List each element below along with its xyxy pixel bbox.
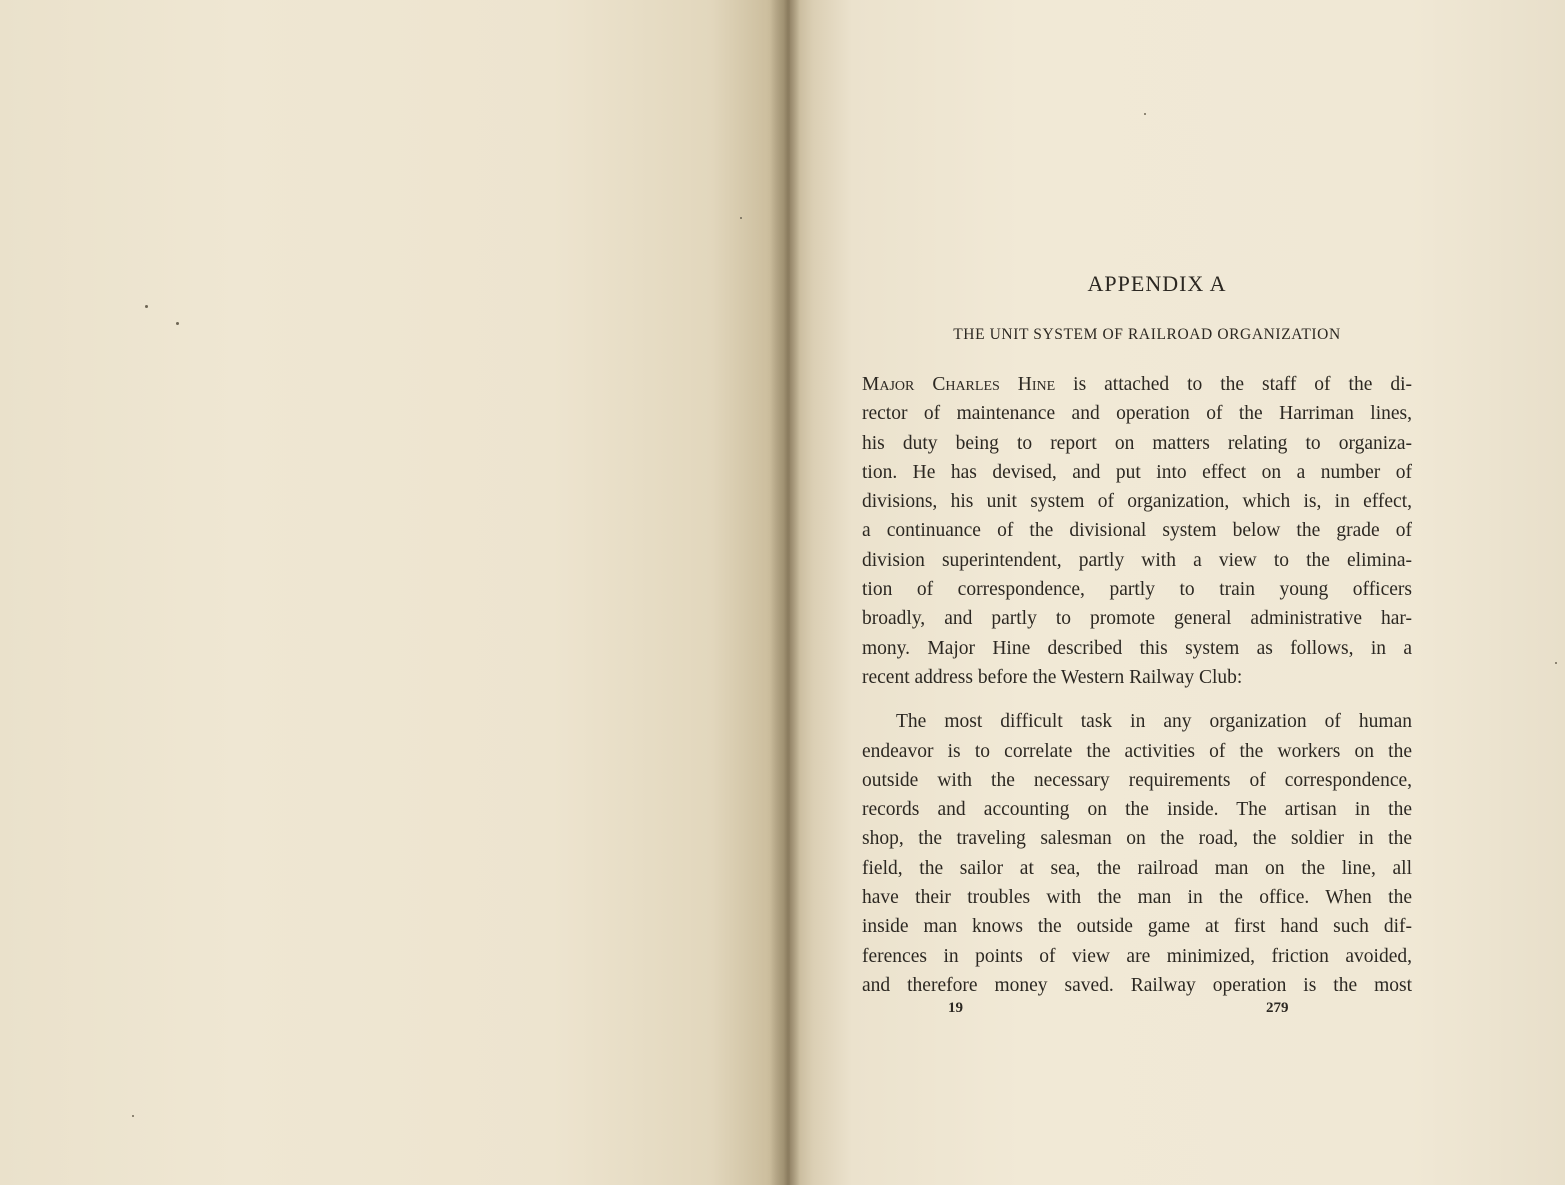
appendix-title: APPENDIX A [1087, 271, 1227, 296]
text-line: have their troubles with the man in the office. When the [862, 887, 1412, 909]
paper-speck [740, 217, 742, 219]
text-line: endeavor is to correlate the activities of the workers on the [862, 740, 1412, 762]
page-text [862, 268, 1412, 1000]
text-line: broadly, and partly to promote general administrative har- [862, 608, 1412, 630]
text-line: The most difficult task in any organization of human [896, 711, 1412, 733]
text-line: tion. He has devised, and put into effect on a number of [862, 461, 1412, 483]
text-line: a continuance of the divisional system below the grade of [862, 520, 1412, 542]
author-name: Major Charles Hine [862, 374, 1056, 395]
text-line: mony. Major Hine described this system as follows, in a [862, 637, 1412, 659]
text-line: inside man knows the outside game at first hand such dif- [862, 916, 1412, 938]
text-line: Major Charles Hine is attached to the staff of the di- [862, 374, 1412, 395]
text-line: outside with the necessary requirements of correspondence, [862, 769, 1412, 791]
text-line: field, the sailor at sea, the railroad man on the line, all [862, 857, 1412, 879]
text-line: records and accounting on the inside. The artisan in the [862, 799, 1412, 821]
paper-speck [145, 305, 148, 308]
text-line: ferences in points of view are minimized, friction avoided, [862, 945, 1412, 967]
text-line: shop, the traveling salesman on the road, the soldier in the [862, 828, 1412, 850]
paper-speck [132, 1115, 134, 1117]
signature-mark: 19 [948, 1000, 963, 1016]
text-line: and therefore money saved. Railway operation is the most [862, 974, 1412, 996]
paragraph-quote [862, 707, 1412, 1000]
text-line: divisions, his unit system of organization, which is, in effect, [862, 491, 1412, 513]
paper-speck [1144, 113, 1146, 115]
text-line: his duty being to report on matters relating to organiza- [862, 432, 1412, 454]
paragraph-intro [862, 370, 1412, 692]
text-line: division superintendent, partly with a view to the elimina- [862, 549, 1412, 571]
paper-speck [176, 322, 179, 325]
book-gutter [770, 0, 800, 1185]
paper-speck [1555, 662, 1557, 664]
text-line: tion of correspondence, partly to train young officers [862, 579, 1412, 601]
page-number: 279 [1266, 1000, 1289, 1016]
text-line: recent address before the Western Railway Club: [862, 666, 1243, 688]
section-title: THE UNIT SYSTEM OF RAILROAD ORGANIZATION [953, 326, 1341, 343]
text-line: rector of maintenance and operation of the Harriman lines, [862, 403, 1412, 425]
